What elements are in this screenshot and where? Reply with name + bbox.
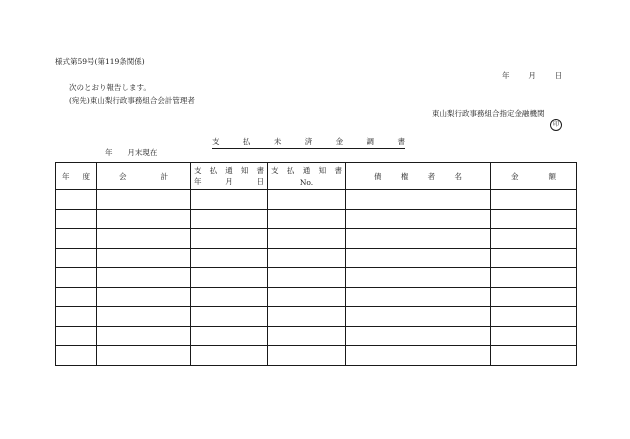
cell-creditor-name[interactable] (346, 346, 491, 366)
date-day-label: 日 (554, 71, 563, 80)
title-char: 支 (212, 137, 220, 146)
header-char: 書 (256, 166, 264, 175)
cell-notice-date[interactable] (191, 229, 268, 249)
header-char: 名 (454, 171, 462, 181)
cell-notice-number[interactable] (268, 190, 346, 210)
header-char: 支 (271, 166, 279, 175)
table-header-row (56, 163, 577, 190)
cell-amount[interactable] (491, 307, 577, 327)
header-char: 金 (511, 171, 519, 181)
cell-creditor-name[interactable] (346, 326, 491, 346)
cell-amount[interactable] (491, 326, 577, 346)
cell-account[interactable] (97, 190, 191, 210)
header-char: 権 (400, 171, 409, 181)
cell-notice-number[interactable] (268, 268, 346, 288)
cell-fiscal-year[interactable] (56, 268, 97, 288)
cell-account[interactable] (97, 248, 191, 268)
cell-notice-date[interactable] (191, 287, 268, 307)
cell-notice-number[interactable] (268, 346, 346, 366)
table-row (56, 307, 577, 327)
table-row (56, 326, 577, 346)
cell-account[interactable] (97, 287, 191, 307)
header-notice-number (268, 163, 346, 190)
as-of-date (105, 149, 157, 157)
header-char: 知 (240, 166, 249, 175)
cell-notice-number[interactable] (268, 326, 346, 346)
cell-amount[interactable] (491, 190, 577, 210)
title-char: 書 (397, 137, 405, 146)
cell-notice-number[interactable] (268, 209, 346, 229)
header-char: 債 (374, 171, 382, 181)
header-char: 書 (334, 166, 342, 175)
header-char: 通 (225, 166, 233, 175)
cell-creditor-name[interactable] (346, 229, 491, 249)
title-char: 払 (242, 137, 251, 146)
cell-notice-date[interactable] (191, 209, 268, 229)
cell-fiscal-year[interactable] (56, 229, 97, 249)
cell-fiscal-year[interactable] (56, 248, 97, 268)
cell-account[interactable] (97, 326, 191, 346)
title-char: 未 (273, 137, 282, 146)
cell-amount[interactable] (491, 248, 577, 268)
header-char: 年 (62, 171, 70, 181)
header-char: 額 (548, 171, 556, 181)
cell-creditor-name[interactable] (346, 307, 491, 327)
header-char: 月 (225, 177, 233, 186)
cell-notice-number[interactable] (268, 307, 346, 327)
cell-amount[interactable] (491, 268, 577, 288)
cell-notice-number[interactable] (268, 287, 346, 307)
header-char: 度 (82, 171, 90, 181)
cell-fiscal-year[interactable] (56, 307, 97, 327)
cell-notice-date[interactable] (191, 326, 268, 346)
as-of-year-label: 年 (105, 148, 113, 157)
seal-mark: 印 (550, 119, 562, 131)
title-char: 金 (335, 137, 344, 146)
table-row (56, 229, 577, 249)
cell-account[interactable] (97, 229, 191, 249)
cell-notice-date[interactable] (191, 248, 268, 268)
header-char: 会 (119, 171, 127, 181)
header-account (97, 163, 191, 190)
form-number: 様式第59号(第119条関係) (55, 57, 145, 66)
header-char: 知 (318, 166, 327, 175)
cell-creditor-name[interactable] (346, 209, 491, 229)
cell-fiscal-year[interactable] (56, 209, 97, 229)
cell-fiscal-year[interactable] (56, 346, 97, 366)
table-row (56, 346, 577, 366)
header-char: 年 (194, 177, 202, 186)
header-char: 計 (160, 171, 168, 181)
cell-amount[interactable] (491, 209, 577, 229)
cell-creditor-name[interactable] (346, 190, 491, 210)
intro-text: 次のとおり報告します。 (69, 83, 151, 92)
as-of-month-label: 月末現在 (127, 148, 158, 157)
cell-amount[interactable] (491, 346, 577, 366)
table-body (56, 190, 577, 366)
unpaid-amount-table (55, 162, 577, 366)
header-char: 払 (286, 166, 295, 175)
table-row (56, 268, 577, 288)
cell-notice-date[interactable] (191, 190, 268, 210)
header-fiscal-year (56, 163, 97, 190)
cell-creditor-name[interactable] (346, 248, 491, 268)
report-date (502, 72, 562, 80)
cell-creditor-name[interactable] (346, 287, 491, 307)
issuer-name: 東山梨行政事務組合指定金融機関 (432, 109, 545, 118)
table-row (56, 287, 577, 307)
cell-account[interactable] (97, 346, 191, 366)
document-title (212, 138, 405, 149)
cell-notice-number[interactable] (268, 229, 346, 249)
header-char: 日 (256, 177, 264, 186)
cell-fiscal-year[interactable] (56, 326, 97, 346)
header-amount (491, 163, 577, 190)
header-char: 払 (209, 166, 218, 175)
table-row (56, 209, 577, 229)
header-char: 通 (302, 166, 311, 175)
header-char: 者 (427, 171, 436, 181)
cell-fiscal-year[interactable] (56, 287, 97, 307)
cell-account[interactable] (97, 268, 191, 288)
date-year-label: 年 (502, 71, 510, 80)
date-month-label: 月 (528, 71, 536, 80)
header-creditor-name (346, 163, 491, 190)
header-char: 支 (194, 166, 202, 175)
title-char: 済 (304, 137, 313, 146)
cell-creditor-name[interactable] (346, 268, 491, 288)
cell-amount[interactable] (491, 287, 577, 307)
addressee: (宛先)東山梨行政事務組合会計管理者 (69, 96, 195, 105)
cell-notice-date[interactable] (191, 268, 268, 288)
header-notice-date (191, 163, 268, 190)
cell-notice-number[interactable] (268, 248, 346, 268)
title-char: 調 (366, 137, 375, 146)
table-row (56, 190, 577, 210)
cell-fiscal-year[interactable] (56, 190, 97, 210)
cell-notice-date[interactable] (191, 307, 268, 327)
cell-notice-date[interactable] (191, 346, 268, 366)
header-number-label: No. (299, 178, 314, 187)
table-row (56, 248, 577, 268)
cell-account[interactable] (97, 209, 191, 229)
cell-account[interactable] (97, 307, 191, 327)
cell-amount[interactable] (491, 229, 577, 249)
